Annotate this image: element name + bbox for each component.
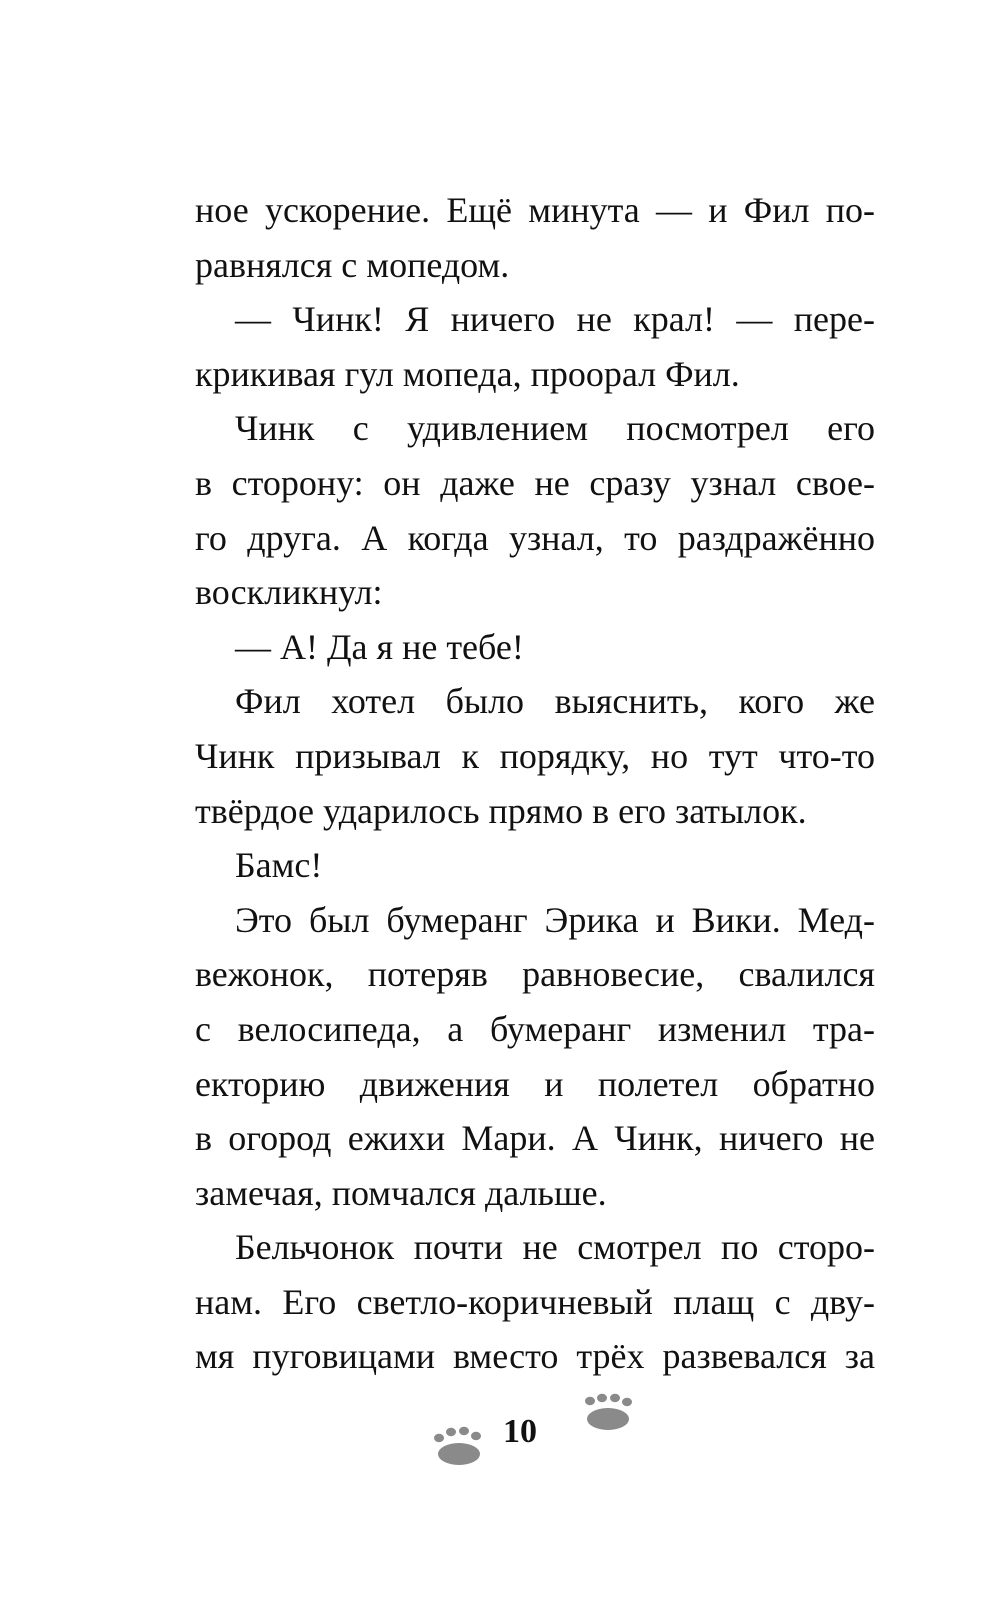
text-line: Это был бумеранг Эрика и Вики. Мед- [235,899,875,940]
text-line: нам. Его светло-коричневый плащ с дву- [195,1281,875,1322]
text-line: мя пуговицами вместо трёх развевался за [195,1336,875,1377]
text-line: вежонок, потеряв равновесие, свалился [195,954,875,995]
text-line: в сторону: он даже не сразу узнал свое- [195,462,875,503]
paw-print-icon [432,1423,486,1467]
body-text [195,183,875,1384]
text-line: крикивая гул мопеда, проорал Фил. [195,353,740,394]
text-line: го друга. А когда узнал, то раздражённо [195,517,875,558]
text-line: твёрдое ударилось прямо в его затылок. [195,790,807,831]
text-line: — А! Да я не тебе! [235,626,524,667]
text-line: воскликнул: [195,572,383,613]
page-footer [0,1395,1000,1475]
text-line: екторию движения и полетел обратно [195,1063,875,1104]
text-line: ное ускорение. Ещё минута — и Фил по- [195,190,875,230]
text-line: — Чинк! Я ничего не крал! — пере- [235,299,875,340]
text-line: с велосипеда, а бумеранг изменил тра- [195,1008,875,1049]
text-line: в огород ежихи Мари. А Чинк, ничего не [195,1118,875,1159]
text-line: Чинк призывал к порядку, но тут что-то [195,735,875,776]
text-line: Бамс! [235,845,323,886]
page-number: 10 [503,1413,537,1450]
text-line: замечая, помчался дальше. [195,1172,607,1213]
text-line: Чинк с удивлением посмотрел его [235,408,875,449]
text-line: Фил хотел было выяснить, кого же [235,681,875,722]
paw-print-icon [580,1393,634,1437]
text-line: Бельчонок почти не смотрел по сторо- [235,1227,875,1268]
text-line: равнялся с мопедом. [195,244,510,285]
